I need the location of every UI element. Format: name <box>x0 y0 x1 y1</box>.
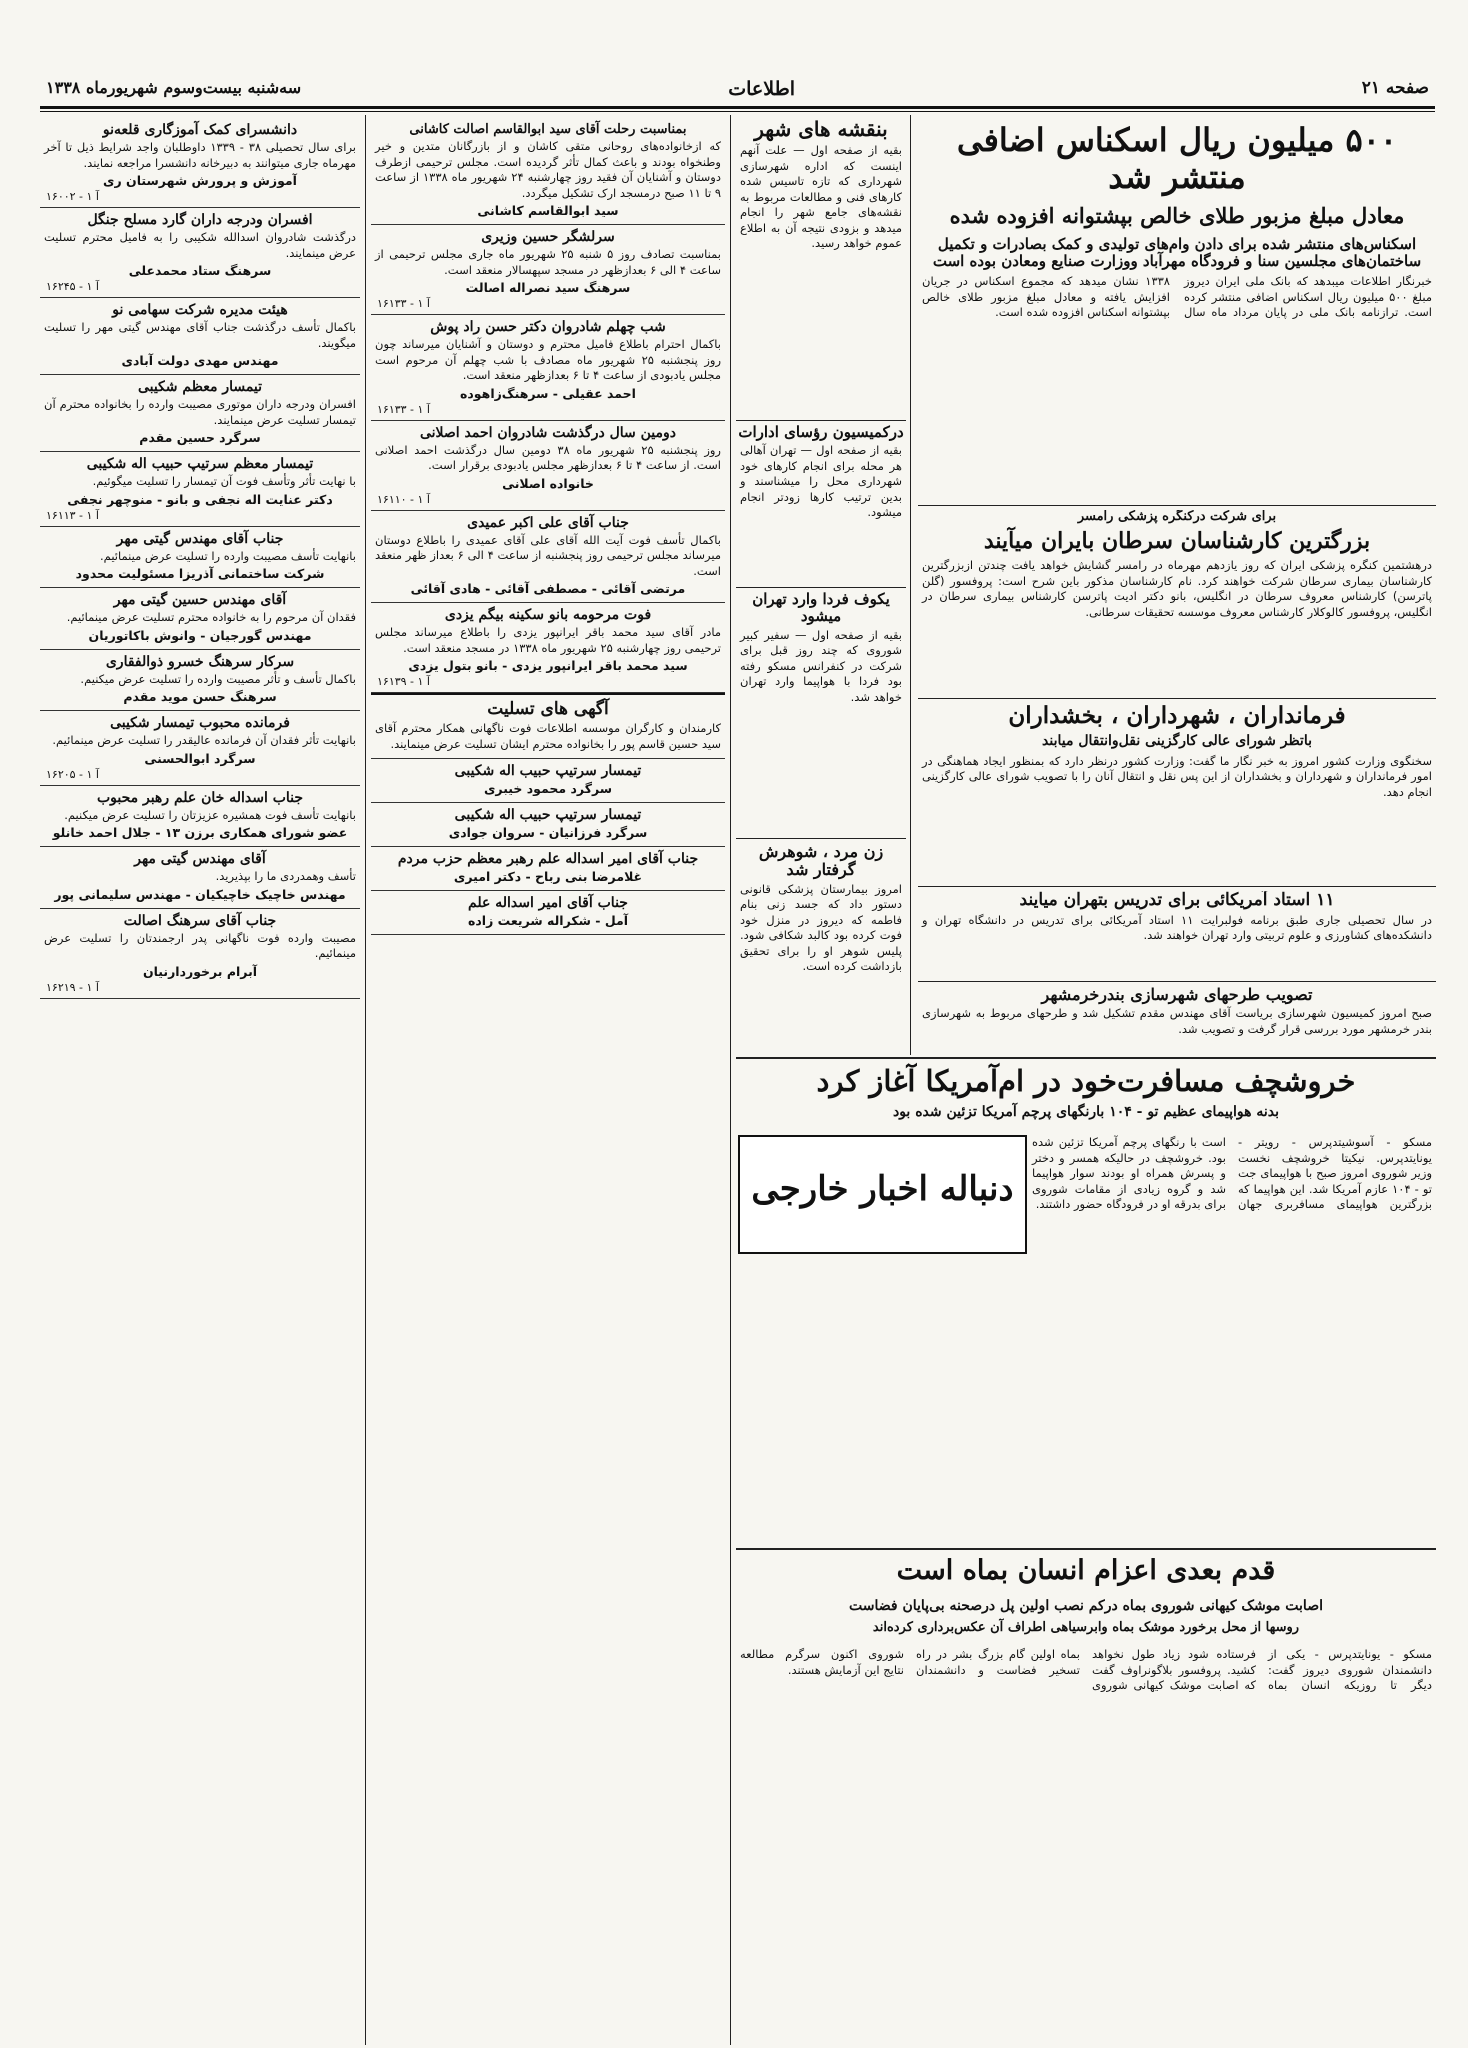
left-notice <box>40 452 360 527</box>
notice-title: جناب آقای علی اکبر عمیدی <box>467 514 629 531</box>
notice-body: تأسف وهمدردی ما را بپذیرید. <box>215 869 356 883</box>
moon-subhead: اصابت موشک کیهانی شوروی بماه درکم نصب اولین پل درصحنه بی‌پایان فضاست <box>849 1598 1323 1614</box>
condolence-item-title: جناب آقای امیر اسداله علم رهبر معظم حزب مردم <box>397 851 699 867</box>
condolence-item <box>371 803 725 847</box>
asale-title: بمناسبت رحلت آقای سید ابوالقاسم اصالت کاشانی <box>409 122 687 137</box>
condolence-item <box>371 847 725 891</box>
notice-sig: سرهنگ سید نصراله اصالت <box>465 280 631 295</box>
khrushchev-body <box>1028 1133 1436 1543</box>
notice-title: هیئت مدیره شرکت سهامی نو <box>112 302 288 318</box>
bandar-story <box>918 986 1436 1056</box>
center-notice <box>371 511 725 604</box>
newspaper-name: اطلاعات <box>728 78 795 100</box>
city-plan-headline: بنقشه های شهر <box>754 118 888 141</box>
khrushchev-headline: خروشچف مسافرت‌خود در ام‌آمریکا آغاز کرد <box>816 1064 1356 1098</box>
notice-title: جناب آقای مهندس گیتی مهر <box>116 530 284 547</box>
bandar-body: صبح امروز کمیسیون شهرسازی بریاست آقای مهندس مقدم تشکیل شد و طرحهای مربوط به شهرسازی بندر خرمشهر مورد بررسی قرار گرفت و تصویب شد. <box>922 1006 1432 1036</box>
city-plan-story <box>736 118 906 418</box>
column-divider <box>910 115 911 1055</box>
governors-body: سخنگوی وزارت کشور امروز به خبر نگار ما گفت: وزارت کشور درنظر دارد که بمنظور ایجاد هماهنگی در امور فرمانداران و شهرداران و بخشداران از این پس نقل و انتقال آنان را با تصویب شورای عالی کارگزینی انجام دهد. <box>922 753 1432 799</box>
left-notice <box>40 527 360 589</box>
asale-sig: سید ابوالقاسم کاشانی <box>477 203 619 218</box>
teachers-story <box>918 891 1436 979</box>
notice-code: ۱۶۲۰۵ - ۱ آ <box>46 767 99 781</box>
teachers-headline: ۱۱ استاد آمریکائی برای تدریس بتهران میایند <box>1019 891 1335 910</box>
condolence-item-title: جناب آقای امیر اسداله علم <box>468 895 628 911</box>
left-notice <box>40 711 360 786</box>
condolence-title: آگهی های تسلیت <box>487 699 609 719</box>
condolence-section <box>371 693 725 759</box>
khrushchev-subhead: بدنه هواپیمای عظیم تو - ۱۰۴ بارنگهای پرچم آمریکا تزئین شده بود <box>892 1104 1280 1120</box>
notice-title: سرکار سرهنگ خسرو ذوالفقاری <box>105 653 295 670</box>
condolence-item <box>371 759 725 803</box>
heads-body: بقیه از صفحه اول — تهران آهالی هر محله برای انجام کارهای خود شهرداری محل را میشناسند و بدین ترتیب کارها زودتر انجام میشود. <box>740 443 902 520</box>
cancer-story <box>918 510 1436 695</box>
condolence-item-sig: سرگرد فرزانیان - سروان جوادی <box>448 825 648 840</box>
bandar-headline: تصویب طرحهای شهرسازی بندرخرمشهر <box>1041 986 1313 1004</box>
column-divider <box>730 115 731 2045</box>
column-divider <box>365 115 366 2045</box>
moon-text: مسکو - یونایتدپرس - یکی از دانشمندان شوروی دیروز گفت: دیگر تا روزیکه انسان بماه فرستاده شود زیاد طول نخواهد کشید. پروفسور بلاگونراوف گفت که اصابت موشک کیهانی شوروی بماه اولین گام بزرگ بشر در راه تسخیر فضاست و دانشمندان شوروی اکنون سرگرم مطالعه نتایج این آزمایش هستند. <box>740 1647 1432 1692</box>
notice-title: افسران ودرجه داران گارد مسلح جنگل <box>87 212 313 228</box>
center-notice <box>371 315 725 421</box>
notice-title: آقای مهندس گیتی مهر <box>134 851 266 867</box>
left-notice <box>40 786 360 848</box>
main-story <box>918 118 1436 503</box>
notice-code: ۱۶۲۴۵ - ۱ آ <box>46 280 99 293</box>
notice-body: باکمال تأسف درگذشت جناب آقای مهندس گیتی مهر را تسلیت میگویند. <box>44 320 356 350</box>
notice-body: بانهایت تأسف مصیبت وارده را تسلیت عرض مینمائیم. <box>100 548 356 563</box>
notice-title: تیمسار معظم سرتیپ حبیب اله شکیبی <box>86 456 314 472</box>
city-plan-body: بقیه از صفحه اول — علت آنهم اینست که اداره شهرسازی شهرداری که تازه تاسیس شده کارهای فنی و مطالعات مربوط به نقشه‌های جامع شهر را انجام میدهد و بزودی نتیجه آن به اطلاع عموم خواهد رسید. <box>740 143 902 250</box>
notice-title: جناب آقای سرهنگ اصالت <box>123 912 277 929</box>
heads-story <box>736 424 906 584</box>
governors-headline: فرمانداران ، شهرداران ، بخشداران <box>1008 703 1346 729</box>
khrushchev-text: مسکو - آسوشیتدپرس - رویتر - یونایتدپرس. نیکیتا خروشچف نخست وزیر شوروی امروز صبح با هواپیمای جت تو - ۱۰۴ عازم آمریکا شد. این هواپیما که بزرگترین هواپیمای مسافربری جهان است با رنگهای پرچم آمریکا تزئین شده بود. خروشچف در حالیکه همسر و دختر و پسرش همراه او بودند سوار هواپیما شد و گروه زیادی از مقامات شوروی برای بدرقه او در فرودگاه حضور داشتند. <box>1032 1135 1432 1211</box>
arrest-story <box>736 843 906 1053</box>
notice-body: افسران ودرجه داران موتوری مصیبت وارده را بخانواده محترم آن تیمسار تسلیت عرض مینمایند. <box>44 397 356 427</box>
notice-title: شب چهلم شادروان دکتر حسن راد پوش <box>430 319 666 335</box>
arrest-body: امروز بیمارستان پزشکی قانونی دستور داد که جسد زنی بنام فاطمه که دیروز در منزل خود فوت کرده بود کالبد شکافی شود. پلیس شوهر او را برای تحقیق بازداشت کرده است. <box>740 881 902 974</box>
section-rule <box>736 838 906 839</box>
left-column <box>40 118 360 2043</box>
page-number: صفحه ۲۱ <box>1361 78 1429 98</box>
left-notice <box>40 909 360 999</box>
notice-sig: عضو شورای همکاری برزن ۱۳ - جلال احمد خانلو <box>52 825 348 840</box>
notice-title: سرلشگر حسین وزیری <box>481 229 615 245</box>
notice-title: دانشسرای کمک آموزگاری قلعه‌نو <box>102 122 298 138</box>
notice-sig: مهندس مهدی دولت آبادی <box>121 353 279 368</box>
notice-sig: سرگرد ابوالحسنی <box>144 750 256 766</box>
condolence-item-title: تیمسار سرتیپ حبیب اله شکیبی <box>454 807 642 823</box>
notice-sig: احمد عقیلی - سرهنگ‌زاهوده <box>460 385 636 401</box>
center-notice <box>371 225 725 315</box>
notice-body: برای سال تحصیلی ۳۸ - ۱۳۳۹ داوطلبان واجد شرایط ذیل تا آخر مهرماه جاری میتوانند به دبیرخانه دانشسرا مراجعه نمایند. <box>44 140 356 170</box>
notice-title: دومین سال درگذشت شادروان احمد اصلانی <box>419 424 676 441</box>
notice-sig: شرکت ساختمانی آذریزا مسئولیت محدود <box>75 566 325 581</box>
main-deck: اسکناس‌های منتشر شده برای دادن وام‌های تولیدی و کمک بصادرات و تکمیل ساختمان‌های مجلسین سنا و فرودگاه مهرآباد ووزارت صنایع ومعادن بوده است <box>932 234 1422 270</box>
main-headline: ۵۰۰ میلیون ریال اسکناس اضافی منتشر شد <box>956 121 1398 196</box>
moon-body <box>736 1645 1436 2045</box>
notice-body: فقدان آن مرحوم را به خانواده محترم تسلیت عرض مینمائیم. <box>66 610 356 624</box>
moon-headline: قدم بعدی اعزام انسان بماه است <box>896 1555 1276 1586</box>
masthead-rule-thin <box>40 111 1435 112</box>
yakoff-body: بقیه از صفحه اول — سفیر کبیر شوروی که چند روز قبل برای شرکت در کنفرانس مسکو رفته بود فردا با هواپیما وارد تهران خواهد شد. <box>740 627 902 704</box>
notice-body: مادر آقای سید محمد باقر ایرانپور یزدی را باطلاع میرساند مجلس ترحیمی روز چهارشنبه ۲۵ شهریور ماه ۱۳۳۸ در مسجد منعقد است. <box>375 625 721 655</box>
foreign-news-logo-text: دنباله اخبار خارجی <box>751 1169 1014 1209</box>
notice-title: تیمسار معظم شکیبی <box>137 379 263 395</box>
section-rule <box>736 587 906 588</box>
section-rule <box>918 981 1436 982</box>
main-body: خبرنگار اطلاعات میبدهد که بانک ملی ایران دیروز مبلغ ۵۰۰ میلیون ریال اسکناس اضافی منتشر کرده است. ترازنامه بانک ملی در پایان مرداد ماه سال ۱۳۳۸ نشان میدهد که مجموع اسکناس در جریان افزایش یافته و معادل مبلغ مزبور طلای خالص بپشتوانه اسکناس افزوده شده است. <box>922 274 1432 320</box>
left-notice <box>40 375 360 452</box>
notice-body: مصیبت وارده فوت ناگهانی پدر ارجمندتان را تسلیت عرض مینمائیم. <box>44 930 356 960</box>
notice-sig: سرگرد حسین مقدم <box>139 430 261 445</box>
notice-sig: آموزش و پرورش شهرستان ری <box>103 173 297 188</box>
notice-title: جناب اسداله خان علم رهبر محبوب <box>96 789 304 806</box>
masthead <box>40 70 1435 106</box>
foreign-news-logo <box>738 1135 1027 1254</box>
section-rule <box>918 886 1436 887</box>
issue-date: سه‌شنبه بیست‌وسوم شهریورماه ۱۳۳۸ <box>46 78 302 97</box>
masthead-rule <box>40 106 1435 109</box>
notice-sig: سید محمد باقر ایرانپور یزدی - بانو بتول یزدی <box>408 658 688 673</box>
cancer-body: درهشتمین کنگره پزشکی ایران که روز یازدهم مهرماه در رامسر گشایش خواهد یافت چندتن ازبزرگترین کارشناسان بیماری سرطان شرکت خواهند کرد. نام کارشناسان مذکور باین شرح است: پروفسور (گلن پاترسن) کارشناس معروف سرطان در انگلیس، بانو دکتر ادیت پاترسن کارشناس بیماری سرطان در انگلیس، پروفسور کالوکلار کارشناس معروف موسسه تحقیقات سرطانی. <box>922 558 1432 619</box>
main-subhead: معادل مبلغ مزبور طلای خالص بپشتوانه افزوده شده <box>949 202 1405 228</box>
section-rule <box>736 420 906 421</box>
notice-sig: خانواده اصلانی <box>502 475 594 491</box>
notice-code: ۱۶۲۱۹ - ۱ آ <box>46 980 99 994</box>
center-notice <box>371 421 725 511</box>
notice-body: روز پنجشنبه ۲۵ شهریور ماه ۳۸ دومین سال درگذشت احمد اصلانی است. از ساعت ۴ تا ۶ بعدازظهر مجلس یادبودی برقرار است. <box>375 442 721 472</box>
heads-headline: درکمیسیون رؤسای ادارات <box>738 424 904 441</box>
condolence-item-sig: سرگرد محمود خیبری <box>483 781 613 796</box>
left-notice <box>40 118 360 208</box>
condolence-item-sig: غلامرضا بنی رباح - دکتر امیری <box>453 869 643 884</box>
notice-body: باکمال تأسف فوت آیت الله آقای علی آقای عمیدی را باطلاع دوستان میرساند مجلس ترحیمی روز پنجشنبه از ساعت ۴ الی ۶ بعداز ظهر منعقد است. <box>375 532 721 578</box>
notice-body: بانهایت تأسف فوت همشیره عزیزتان را تسلیت عرض میکنیم. <box>64 807 356 822</box>
arrest-headline: زن مرد ، شوهرش گرفتار شد <box>758 843 884 880</box>
yakoff-story <box>736 591 906 836</box>
notice-body: با نهایت تأثر وتأسف فوت آن تیمسار را تسلیت میگوئیم. <box>92 474 356 488</box>
cancer-kicker: برای شرکت درکنگره پزشکی رامسر <box>1077 510 1277 524</box>
center-notice <box>371 603 725 693</box>
left-notice <box>40 588 360 650</box>
notice-code: ۱۶۱۳۹ - ۱ آ <box>377 675 430 688</box>
notice-body: بمناسبت تصادف روز ۵ شنبه ۲۵ شهریور ماه جاری مجلس ترحیمی از ساعت ۴ الی ۶ بعدازظهر در مسجد سپهسالار منعقد است. <box>375 247 721 277</box>
governors-subhead: باتظر شورای عالی کارگزینی نقل‌وانتقال میابند <box>1042 733 1312 750</box>
notice-title: آقای مهندس حسین گیتی مهر <box>113 592 287 608</box>
asale-body: که ازخانواده‌های روحانی متقی کاشان و از بازرگانان متدین و خیر وطنخواه بودند و باعث کمال تأثر گردیده است. مجلس ترحیمی ازطرف دوستان و آشنایان آن فقید روز چهارشنبه ۲۴ شهریور ماه ۱۳۳۸ از ساعت ۹ تا ۱۱ صبح درمسجد ارک تشکیل میگردد. <box>375 139 721 200</box>
section-rule <box>736 1548 1436 1550</box>
notice-sig: دکتر عنایت اله نجفی و بانو - منوچهر نجفی <box>67 491 333 507</box>
left-notice <box>40 847 360 909</box>
teachers-body: در سال تحصیلی جاری طبق برنامه فولبرایت ۱۱ استاد آمریکائی برای تدریس در دانشگاه تهران و دانشکده‌های کشاورزی و علوم تربیتی وارد تهران خواهند شد. <box>922 912 1432 943</box>
notice-sig: آبرام برخوردارنیان <box>142 963 258 979</box>
notice-sig: مهندس خاچیک خاچیکیان - مهندس سلیمانی پور <box>54 886 346 902</box>
left-notice <box>40 298 360 375</box>
section-rule <box>736 1057 1436 1059</box>
condolence-item <box>371 891 725 935</box>
yakoff-headline: یکوف فردا وارد تهران میشود <box>752 591 890 626</box>
center-column <box>371 118 725 2043</box>
governors-story <box>918 703 1436 883</box>
moon-deck: روسها از محل برخورد موشک بماه وابرسیاهی اطراف آن عکس‌برداری کرده‌اند <box>872 1620 1300 1635</box>
notice-code: ۱۶۱۳۳ - ۱ آ <box>377 402 430 416</box>
section-rule <box>918 698 1436 699</box>
notice-body: درگذشت شادروان اسدالله شکیبی را به فامیل محترم تسلیت عرض مینمایند. <box>44 230 356 260</box>
notice-title: فوت مرحومه بانو سکینه بیگم یزدی <box>444 607 652 623</box>
condolence-item-title: تیمسار سرتیپ حبیب اله شکیبی <box>454 763 642 779</box>
notice-body: بانهایت تأثر فقدان آن فرمانده عالیقدر را تسلیت عرض مینمائیم. <box>52 733 356 747</box>
notice-sig: سرهنگ ستاد محمدعلی <box>128 263 272 278</box>
left-notice <box>40 208 360 298</box>
section-rule <box>918 505 1436 506</box>
notice-sig: مرتضی آقائی - مصطفی آقائی - هادی آقائی <box>410 581 686 596</box>
notice-code: ۱۶۱۱۳ - ۱ آ <box>46 508 99 522</box>
cancer-headline: بزرگترین کارشناسان سرطان بایران میآیند <box>983 527 1371 554</box>
notice-sig: مهندس گورجیان - وانوش باکاتوریان <box>88 627 312 643</box>
left-notice <box>40 650 360 712</box>
notice-body: باکمال تأسف و تأثر مصیبت وارده را تسلیت عرض میکنیم. <box>80 671 356 686</box>
notice-title: فرمانده محبوب تیمسار شکیبی <box>110 715 290 731</box>
notice-code: ۱۶۰۰۲ - ۱ آ <box>46 190 99 203</box>
notice-code: ۱۶۱۱۰ - ۱ آ <box>377 492 430 506</box>
notice-body: باکمال احترام باطلاع فامیل محترم و دوستان و آشنایان میرساند چون روز پنجشنبه ۲۵ شهریور ماه مصادف با شب چهلم آن مرحوم است مجلس یادبودی از ساعت ۴ تا ۶ بعدازظهر منعقد است. <box>375 337 721 382</box>
condolence-item-sig: آمل - شکراله شریعت زاده <box>468 913 628 928</box>
condolence-body: کارمندان و کارگران موسسه اطلاعات فوت ناگهانی همکار محترم آقای سید حسین قاسم پور را بخانواده محترم ایشان تسلیت عرض مینمایند. <box>375 721 721 751</box>
notice-sig: سرهنگ حسن موید مقدم <box>123 689 277 704</box>
asale-obituary <box>371 118 725 225</box>
notice-code: ۱۶۱۳۳ - ۱ آ <box>377 297 430 310</box>
